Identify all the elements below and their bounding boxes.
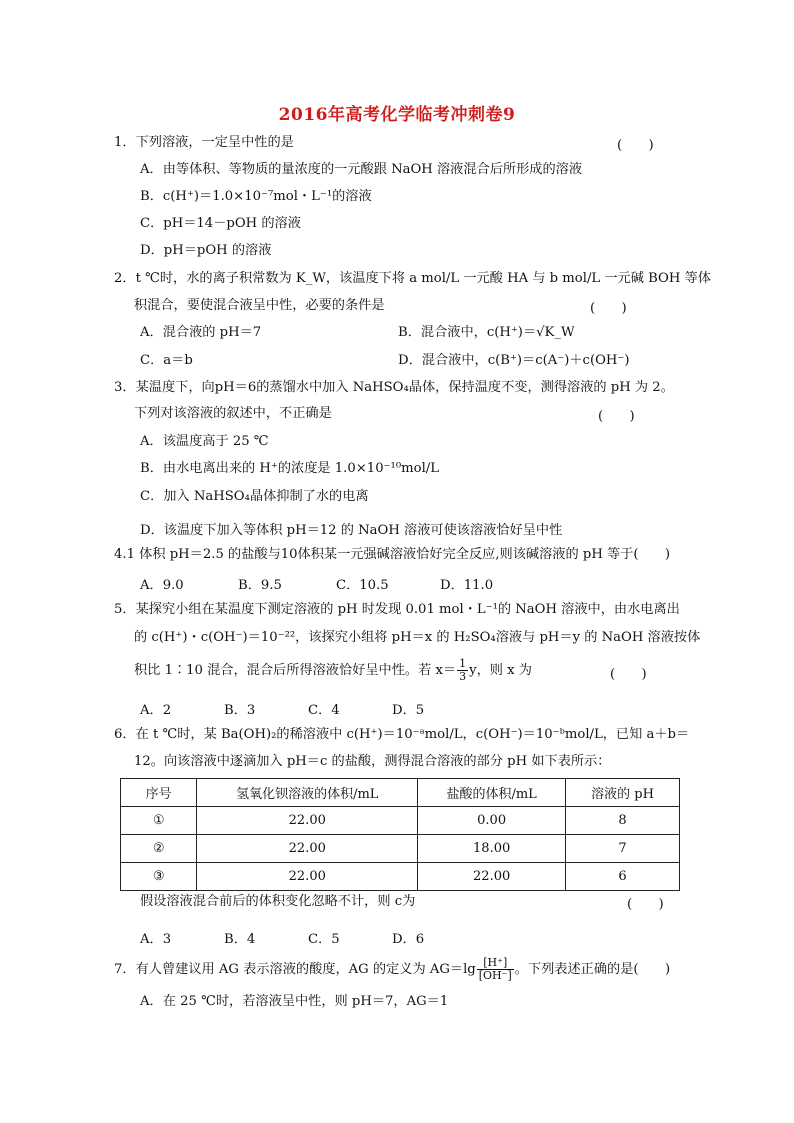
table-cell: ③ — [121, 863, 197, 891]
q1-option-b: B．c(H⁺)＝1.0×10⁻⁷mol・L⁻¹的溶液 — [140, 189, 372, 204]
q3-option-b: B．由水电离出来的 H⁺的浓度是 1.0×10⁻¹⁰mol/L — [140, 461, 439, 476]
q5-fraction — [457, 658, 468, 683]
q5-stem-line1: 5．某探究小组在某温度下测定溶液的 pH 时发现 0.01 mol・L⁻¹的 NaOH 溶液中，由水电离出 — [114, 602, 680, 617]
q2-stem-line1: 2．t ℃时，水的离子积常数为 K_W，该温度下将 a mol/L 一元酸 HA 与 b mol/L 一元碱 BOH 等体 — [114, 271, 711, 286]
q2-stem-line2: 积混合，要使混合液呈中性，必要的条件是 — [134, 298, 385, 313]
q6-option-d: D．6 — [392, 932, 425, 947]
table-row — [121, 863, 680, 891]
q2-option-a: A．混合液的 pH＝7 — [140, 325, 262, 340]
q2-option-b: B．混合液中，c(H⁺)＝√K_W — [398, 325, 575, 340]
q5-option-c: C．4 — [308, 703, 340, 718]
q5-options — [140, 699, 540, 717]
q4-options — [140, 574, 640, 592]
q3-option-d: D．该温度下加入等体积 pH＝12 的 NaOH 溶液可使该溶液恰好呈中性 — [140, 523, 563, 538]
table-cell: ② — [121, 835, 197, 863]
table-cell: 22.00 — [197, 835, 418, 863]
q2-option-c: C．a＝b — [140, 353, 193, 368]
q4-stem: 4.1 体积 pH＝2.5 的盐酸与10体积某一元强碱溶液恰好完全反应,则该碱溶液的 pH 等于( ) — [114, 547, 671, 562]
table-row — [121, 807, 680, 835]
q1-option-a: A．由等体积、等物质的量浓度的一元酸跟 NaOH 溶液混合后所形成的溶液 — [140, 162, 583, 177]
table-header-cell: 氢氧化钡溶液的体积/mL — [197, 779, 418, 807]
q6-options — [140, 928, 540, 946]
table-cell: 6 — [566, 863, 680, 891]
q7-stem — [114, 956, 670, 984]
q3-answer-bracket: ( ) — [598, 409, 635, 424]
table-cell: 0.00 — [418, 807, 566, 835]
q1-option-c: C．pH＝14－pOH 的溶液 — [140, 216, 301, 231]
q7-fraction-numerator: [H⁺] — [477, 957, 514, 970]
table-header-cell: 序号 — [121, 779, 197, 807]
q4-option-c: C．10.5 — [336, 578, 389, 593]
table-cell: 7 — [566, 835, 680, 863]
exam-title: 2016年高考化学临考冲刺卷9 — [278, 105, 516, 125]
table-cell: 18.00 — [418, 835, 566, 863]
q6-option-a: A．3 — [140, 932, 172, 947]
q4-option-d: D．11.0 — [440, 578, 494, 593]
table-cell: ① — [121, 807, 197, 835]
q1-option-d: D．pH＝pOH 的溶液 — [140, 243, 272, 258]
q5-option-a: A．2 — [140, 703, 172, 718]
q3-option-a: A．该温度高于 25 ℃ — [140, 434, 269, 449]
q5-stem-line3 — [134, 657, 532, 685]
table-header-cell: 溶液的 pH — [566, 779, 680, 807]
q5-option-b: B．3 — [224, 703, 256, 718]
q1-stem: 1．下列溶液，一定呈中性的是 — [114, 135, 294, 150]
q6-stem-line1: 6．在 t ℃时，某 Ba(OH)₂的稀溶液中 c(H⁺)＝10⁻ᵃmol/L，c(OH⁻)＝10⁻ᵇmol/L，已知 a＋b＝ — [114, 727, 690, 742]
q7-option-a: A．在 25 ℃时，若溶液呈中性，则 pH＝7，AG＝1 — [140, 994, 449, 1009]
q3-option-c: C．加入 NaHSO₄晶体抑制了水的电离 — [140, 489, 369, 504]
q7-fraction — [477, 957, 514, 982]
q4-option-b: B．9.5 — [238, 578, 282, 593]
q5-option-d: D．5 — [392, 703, 425, 718]
table-header-cell: 盐酸的体积/mL — [418, 779, 566, 807]
q5-stem-line2: 的 c(H⁺)・c(OH⁻)＝10⁻²²，该探究小组将 pH＝x 的 H₂SO₄溶液与 pH＝y 的 NaOH 溶液按体 — [134, 630, 701, 645]
q3-stem-line1: 3．某温度下，向pH＝6的蒸馏水中加入 NaHSO₄晶体，保持温度不变，测得溶液的 pH 为 2。 — [114, 380, 674, 395]
table-cell: 22.00 — [197, 863, 418, 891]
table-cell: 8 — [566, 807, 680, 835]
q7-fraction-denominator: [OH⁻] — [478, 969, 512, 982]
ph-data-table — [120, 778, 680, 891]
table-cell: 22.00 — [197, 807, 418, 835]
q1-answer-bracket: ( ) — [617, 138, 654, 153]
q2-answer-bracket: ( ) — [590, 301, 627, 316]
q6-option-b: B．4 — [224, 932, 256, 947]
q5-fraction-numerator: 1 — [459, 657, 467, 670]
table-row — [121, 835, 680, 863]
table-header-row — [121, 779, 680, 807]
q5-stem-line3-text: 积比 1∶10 混合，混合后所得溶液恰好呈中性。若 x＝ — [134, 663, 457, 678]
q5-fraction-denominator: 3 — [459, 670, 467, 683]
q6-answer-bracket: ( ) — [627, 897, 664, 912]
q4-option-a: A．9.0 — [140, 578, 184, 593]
q6-stem-line2: 12。向该溶液中逐滴加入 pH＝c 的盐酸，测得混合溶液的部分 pH 如下表所示： — [134, 754, 611, 769]
q3-stem-line2: 下列对该溶液的叙述中，不正确是 — [134, 406, 332, 421]
q5-stem-line3-tail: y，则 x 为 — [469, 663, 532, 678]
table-cell: 22.00 — [418, 863, 566, 891]
q7-stem-tail: 。下列表述正确的是( ) — [514, 962, 671, 977]
q6-option-c: C．5 — [308, 932, 340, 947]
q5-answer-bracket: ( ) — [610, 667, 647, 682]
q6-note: 假设溶液混合前后的体积变化忽略不计，则 c为 — [140, 894, 416, 909]
q7-stem-text: 7．有人曾建议用 AG 表示溶液的酸度，AG 的定义为 AG＝lg — [114, 962, 476, 977]
q2-option-d: D．混合液中，c(B⁺)＝c(A⁻)＋c(OH⁻) — [398, 353, 630, 368]
